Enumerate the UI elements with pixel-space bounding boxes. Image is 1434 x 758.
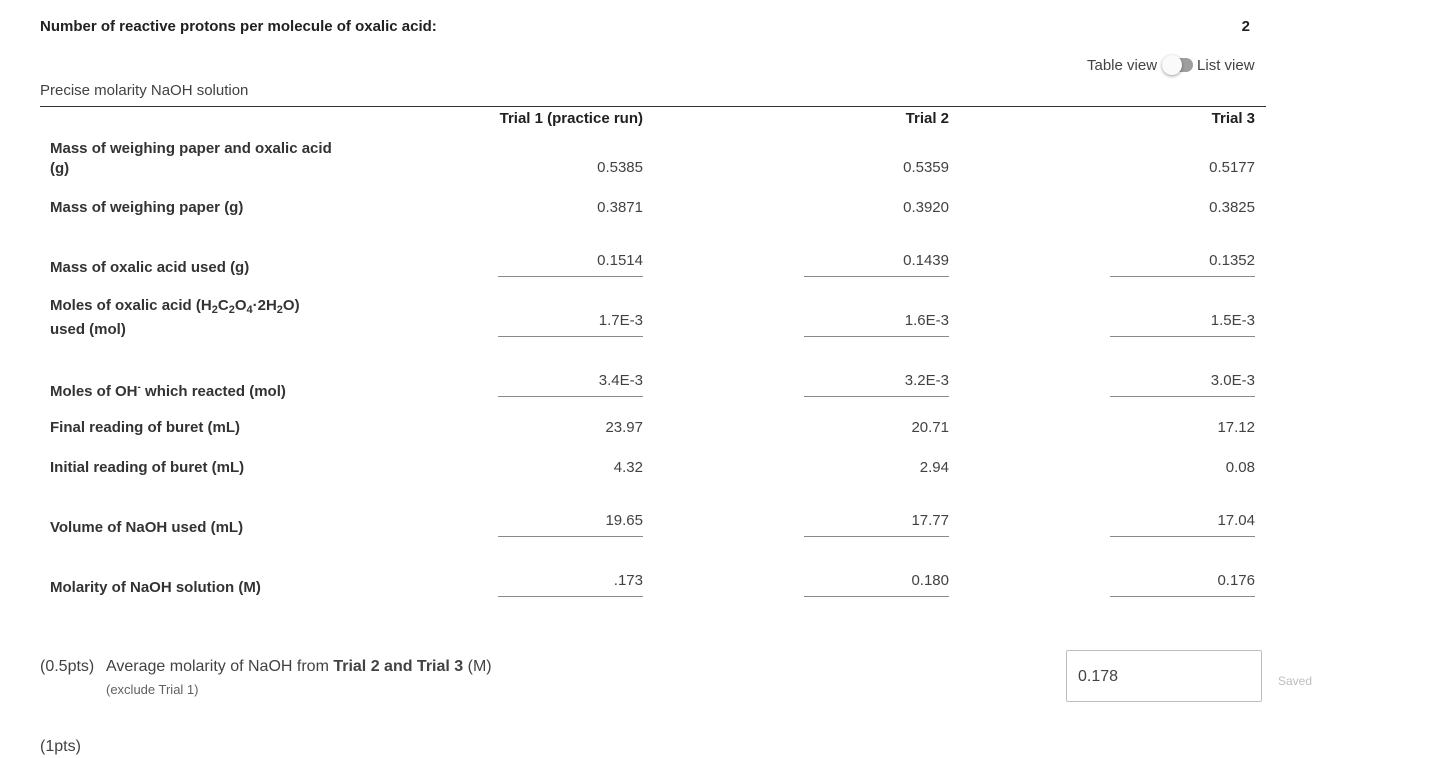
table-cell: 0.3871 <box>597 199 643 216</box>
question-points: (0.5pts) <box>40 658 95 675</box>
table-cell: 0.3825 <box>1209 199 1255 216</box>
moles-oh-label-text: Moles of OH- which reacted (mol) <box>50 382 286 400</box>
question-text-before: Average molarity of NaOH from <box>106 658 334 675</box>
table-view-label[interactable]: Table view <box>1087 56 1158 74</box>
table-cell: 0.08 <box>1225 459 1255 476</box>
moles-oh-input-trial-2[interactable]: 3.2E-3 <box>804 372 949 397</box>
average-molarity-question <box>40 658 492 676</box>
row-label-final-buret: Final reading of buret (mL) <box>50 419 240 436</box>
molarity-naoh-input-trial-3[interactable]: 0.176 <box>1110 572 1255 597</box>
column-header-trial-3: Trial 3 <box>1211 110 1255 127</box>
molarity-naoh-input-trial-2[interactable]: 0.180 <box>804 572 949 597</box>
table-cell: 4.32 <box>613 459 643 476</box>
molarity-naoh-input-trial-1[interactable]: .173 <box>498 572 643 597</box>
volume-naoh-input-trial-3[interactable]: 17.04 <box>1110 512 1255 537</box>
table-cell: 23.97 <box>605 419 643 436</box>
moles-oxalic-acid-input-trial-3[interactable]: 1.5E-3 <box>1110 312 1255 337</box>
moles-oxalic-acid-label-text: Moles of oxalic acid $(H_2C_2O_4\cdot 2H_2O)$ used (mol) <box>50 297 300 338</box>
reactive-protons-label: Number of reactive protons per molecule of oxalic acid: <box>40 18 437 35</box>
list-view-label[interactable]: List view <box>1197 56 1255 74</box>
table-cell: 17.12 <box>1217 419 1255 436</box>
volume-naoh-input-trial-1[interactable]: 19.65 <box>498 512 643 537</box>
reactive-protons-row <box>40 16 1250 38</box>
column-header-trial-1: Trial 1 (practice run) <box>499 110 643 127</box>
row-label-moles-oxalic-acid <box>50 296 340 340</box>
row-label-moles-oh <box>50 378 350 402</box>
moles-oh-input-trial-1[interactable]: 3.4E-3 <box>498 372 643 397</box>
toggle-thumb[interactable] <box>1162 55 1182 75</box>
table-cell: 0.5385 <box>597 159 643 176</box>
table-cell: 2.94 <box>919 459 949 476</box>
reactive-protons-value: 2 <box>1241 18 1250 35</box>
table-cell: 20.71 <box>911 419 949 436</box>
average-molarity-input[interactable]: 0.178 <box>1066 650 1262 702</box>
question-subtext: (exclude Trial 1) <box>106 682 199 697</box>
mass-oxalic-acid-input-trial-3[interactable]: 0.1352 <box>1110 252 1255 277</box>
question-text-bold: Trial 2 and Trial 3 <box>333 658 464 675</box>
row-label-mass-paper-acid: Mass of weighing paper and oxalic acid (g) <box>50 140 332 177</box>
column-header-trial-2: Trial 2 <box>905 110 949 127</box>
volume-naoh-input-trial-2[interactable]: 17.77 <box>804 512 949 537</box>
table-cell: 0.5177 <box>1209 159 1255 176</box>
moles-oxalic-acid-input-trial-1[interactable]: 1.7E-3 <box>498 312 643 337</box>
view-toggle[interactable] <box>1087 55 1255 75</box>
question-text-after: (M) <box>463 658 492 675</box>
row-label-mass-oxalic-acid: Mass of oxalic acid used (g) <box>50 259 250 276</box>
mass-oxalic-acid-input-trial-1[interactable]: 0.1514 <box>498 252 643 277</box>
mass-oxalic-acid-input-trial-2[interactable]: 0.1439 <box>804 252 949 277</box>
table-cell: 0.3920 <box>903 199 949 216</box>
view-toggle-switch[interactable] <box>1165 58 1193 72</box>
row-label-molarity-naoh: Molarity of NaOH solution (M) <box>50 579 261 596</box>
row-label-mass-paper: Mass of weighing paper (g) <box>50 199 244 216</box>
section-title: Precise molarity NaOH solution <box>40 82 249 99</box>
save-status: Saved <box>1278 674 1313 688</box>
moles-oh-input-trial-3[interactable]: 3.0E-3 <box>1110 372 1255 397</box>
next-question-points: (1pts) <box>40 738 81 755</box>
table-cell: 0.5359 <box>903 159 949 176</box>
row-label-volume-naoh: Volume of NaOH used (mL) <box>50 519 244 536</box>
row-label-initial-buret: Initial reading of buret (mL) <box>50 459 245 476</box>
moles-oxalic-acid-input-trial-2[interactable]: 1.6E-3 <box>804 312 949 337</box>
section-divider <box>40 106 1266 107</box>
